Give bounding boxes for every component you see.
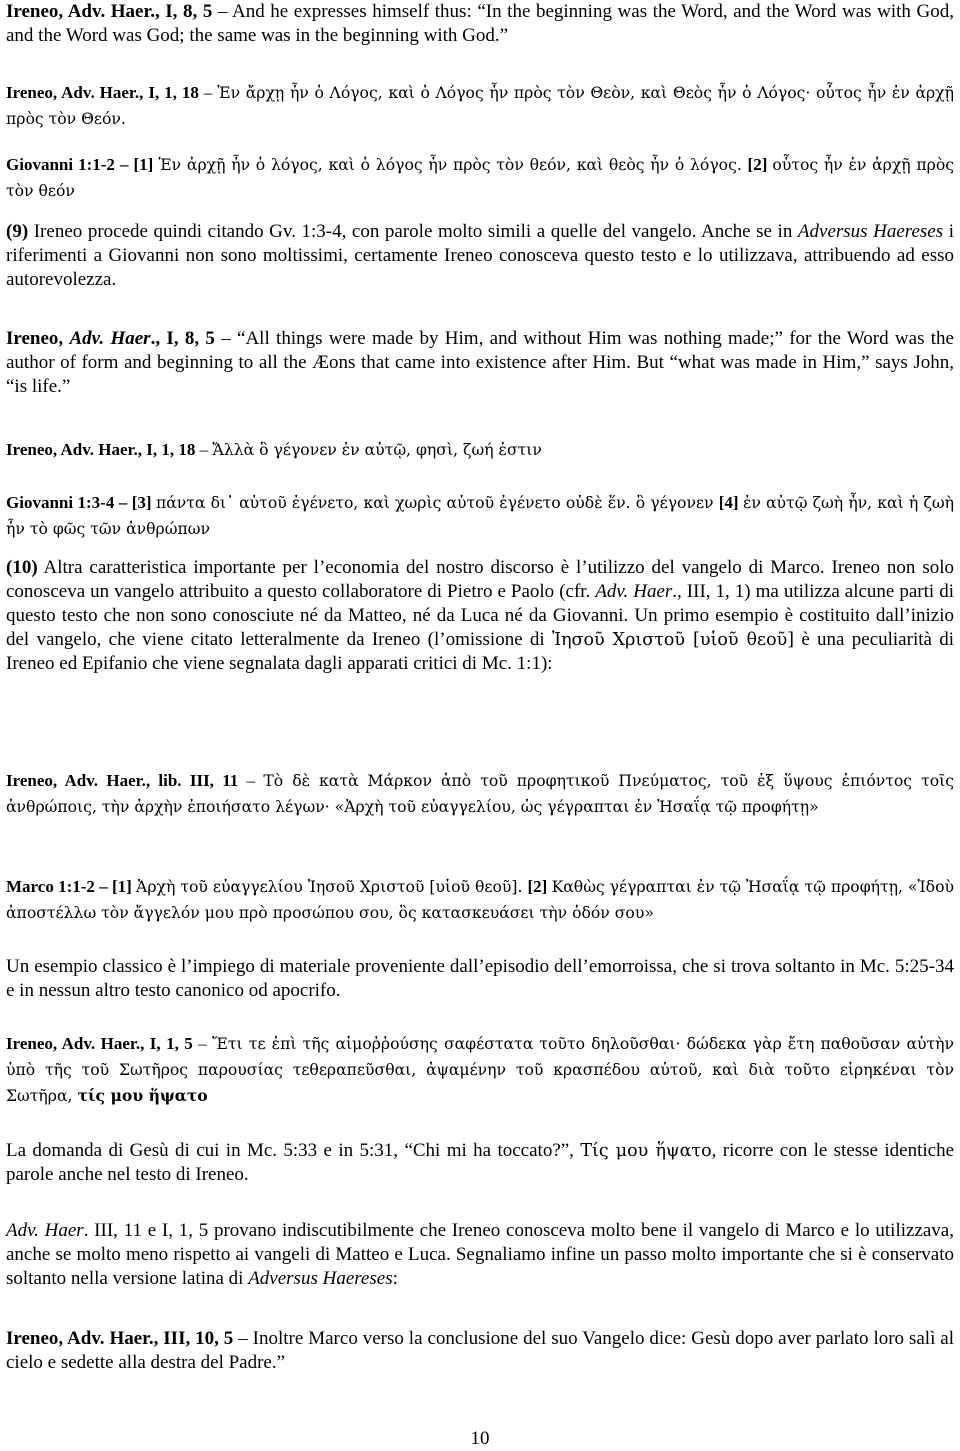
page-number: 10: [470, 1428, 490, 1449]
text-run: “In the beginning was the Word, and the Word was with God, and the Word was God; the same was in the beginning with God.”: [6, 1, 954, 46]
paragraph: [6, 152, 954, 204]
text-run: Ἰησοῦ Χριστοῦ [υἱοῦ θεοῦ]: [551, 630, 795, 650]
text-run: Adversus Haereses: [248, 1268, 393, 1289]
text-run: – Inoltre Marco verso la conclusione del suo Vangelo dice: Gesù dopo aver parlato loro salì al cielo e sedette alla destra del Padre.”: [6, 1328, 954, 1373]
text-run: (9): [6, 221, 29, 242]
text-run: –: [192, 1034, 213, 1053]
text-run: La domanda di Gesù di cui in Mc. 5:33 e in 5:31, “Chi mi ha toccato?”,: [6, 1140, 581, 1161]
text-run: Giovanni 1:1-2 – [1]: [6, 155, 159, 174]
text-run: – And he expresses himself thus:: [212, 1, 478, 22]
text-run: –: [195, 440, 213, 459]
paragraph: [6, 490, 954, 542]
text-run: ., I, 8, 5: [150, 1, 213, 22]
text-run: ., I, 8, 5: [150, 328, 215, 349]
text-run: ἐν αὐτῷ ζωὴ ἦν, καὶ ἡ ζωὴ ἦν τὸ φῶς τῶν ἀνθρώπων: [6, 493, 954, 538]
text-run: Adv. Haer: [6, 1220, 84, 1241]
text-run: Giovanni 1:3-4 – [3]: [6, 493, 156, 512]
text-run: –: [238, 771, 264, 790]
text-run: [2]: [747, 155, 773, 174]
paragraph: [6, 80, 954, 132]
paragraph: [6, 955, 954, 1003]
text-run: Ireneo, Adv. Haer., I, 1, 18: [6, 83, 199, 102]
text-run: Τίς μου ἥψατο: [580, 1141, 712, 1161]
paragraph: [6, 0, 954, 48]
paragraph: [6, 768, 954, 820]
paragraph: [6, 437, 954, 463]
paragraph: [6, 874, 954, 926]
text-run: Ἀρχὴ τοῦ εὐαγγελίου Ἰησοῦ Χριστοῦ [υἱοῦ θεοῦ].: [136, 877, 528, 896]
text-run: Τὸ δὲ κατὰ Μάρκον ἀπὸ τοῦ προφητικοῦ Πνεύματος, τοῦ ἐξ ὕψους ἐπιόντος τοῖς ἀνθρώποις, τὴν ἀρχὴν ἐποιήσατο λέγων· «Ἀρχὴ τοῦ εὐαγγελίου, ὡς γέγραπται ἐν Ἠσαΐᾳ τῷ προφήτῃ»: [6, 771, 954, 816]
text-run: “All things were made by Him, and without Him was nothing made;” for the Word was the author of form and beginning to all the Æons that came into existence after Him. But “what was made in Him,” says John, “is life.”: [6, 328, 954, 397]
text-run: οὗτος ἦν ἐν ἀρχῇ πρὸς τὸν θεόν: [6, 155, 954, 200]
paragraph: [6, 220, 954, 292]
text-run: è una peculiarità di Ireneo ed Epifanio che viene segnalata dagli apparati critici di Mc. 1:1):: [6, 629, 954, 674]
paragraph: [6, 1031, 954, 1109]
text-run: Un esempio classico è l’impiego di materiale proveniente dall’episodio dell’emorroissa, che si trova soltanto in Mc. 5:25-34 e in nessun altro testo canonico od apocrifo.: [6, 956, 954, 1001]
paragraph: [6, 1327, 954, 1375]
text-run: πάντα δι᾽ αὐτοῦ ἐγένετο, καὶ χωρὶς αὐτοῦ ἐγένετο οὐδὲ ἕν. ὃ γέγονεν: [155, 493, 719, 512]
text-run: Marco 1:1-2 – [1]: [6, 877, 137, 896]
text-run: ., III, 1, 1) ma utilizza alcune parti di questo testo che non sono conosciute né da Matteo, né da Luca né da Giovanni. Un primo esempio è costituito dall’inizio del vangelo, che viene citato letteralmente da Ireneo (l’omissione di: [6, 581, 954, 650]
text-run: Ἄλλὰ ὃ γέγονεν ἐν αὐτῷ, φησὶ, ζωή ἐστιν: [212, 440, 542, 459]
text-run: Ireneo, Adv. Haer., III, 10, 5: [6, 1328, 234, 1349]
text-run: Ireneo,: [6, 328, 70, 349]
text-run: Ἐν ἀρχῇ ἦν ὁ λόγος, καὶ ὁ λόγος ἦν πρὸς τὸν θεόν, καὶ θεὸς ἦν ὁ λόγος.: [158, 155, 748, 174]
text-run: –: [198, 83, 218, 102]
text-run: . III, 11 e I, 1, 5 provano indiscutibilmente che Ireneo conosceva molto bene il vangelo di Marco e lo utilizzava, anche se molto meno rispetto ai vangeli di Matteo e Luca. Segnaliamo infine un passo molto importante che si è conservato soltanto nella versione latina di: [6, 1220, 954, 1289]
text-run: Ireneo procede quindi citando Gv. 1:3-4, con parole molto simili a quelle del vangelo. Anche se in: [28, 221, 798, 242]
text-run: [2]: [527, 877, 552, 896]
paragraph: [6, 327, 954, 399]
paragraph: [6, 556, 954, 676]
text-run: :: [392, 1268, 398, 1289]
paragraph: [6, 1139, 954, 1187]
text-run: Ireneo, Adv. Haer: [6, 1, 151, 22]
text-run: , ricorre con le stesse identiche parole anche nel testo di Ireneo.: [6, 1140, 955, 1185]
text-run: Altra caratteristica importante per l’economia del nostro discorso è l’utilizzo del vangelo di Marco. Ireneo non solo conosceva un vangelo attribuito a questo collaboratore di Pietro e Paolo (cfr.: [6, 557, 954, 602]
text-run: Adversus Haereses: [797, 221, 944, 242]
text-run: Ireneo, Adv. Haer., I, 1, 18: [6, 440, 196, 459]
text-run: (10): [6, 557, 38, 578]
text-run: Adv. Haer: [595, 581, 673, 602]
text-run: Ireneo, Adv. Haer., lib. III, 11: [6, 771, 239, 790]
paragraph: [6, 1219, 954, 1291]
text-run: [4]: [718, 493, 743, 512]
text-run: Καθὼς γέγραπται ἐν τῷ Ἠσαΐᾳ τῷ προφήτῃ, «Ἰδοὺ ἀποστέλλω τὸν ἄγγελόν μου πρὸ προσώπου σου, ὃς κατασκευάσει τὴν ὁδόν σου»: [6, 877, 954, 922]
text-run: Ἔτι τε ἐπὶ τῆς αἱμοῤῥούσης σαφέστατα τοῦτο δηλοῦσθαι· δώδεκα γὰρ ἔτη παθοῦσαν αὐτὴν ὑπὸ τῆς τοῦ Σωτῆρος παρουσίας τεθεραπεῦσθαι, ἁψαμένην τοῦ κρασπέδου αὐτοῦ, καὶ διὰ τοῦτο εἰρηκέναι τὸν Σωτῆρα,: [6, 1034, 954, 1105]
text-run: τίς μου ἥψατο: [77, 1086, 208, 1105]
text-run: Adv. Haer: [69, 328, 151, 349]
text-run: i riferimenti a Giovanni non sono moltissimi, certamente Ireneo conosceva questo testo e lo utilizzava, attribuendo ad esso autorevolezza.: [6, 221, 954, 290]
text-run: –: [214, 328, 238, 349]
text-run: Ireneo, Adv. Haer., I, 1, 5: [6, 1034, 193, 1053]
text-run: Ἐν ἄρχῃ ἦν ὁ Λόγος, καὶ ὁ Λόγος ἦν πρὸς τὸν Θεὸν, καὶ Θεὸς ἦν ὁ Λόγος· οὗτος ἦν ἐν ἀρχῇ πρὸς τὸν Θεόν.: [6, 83, 955, 128]
